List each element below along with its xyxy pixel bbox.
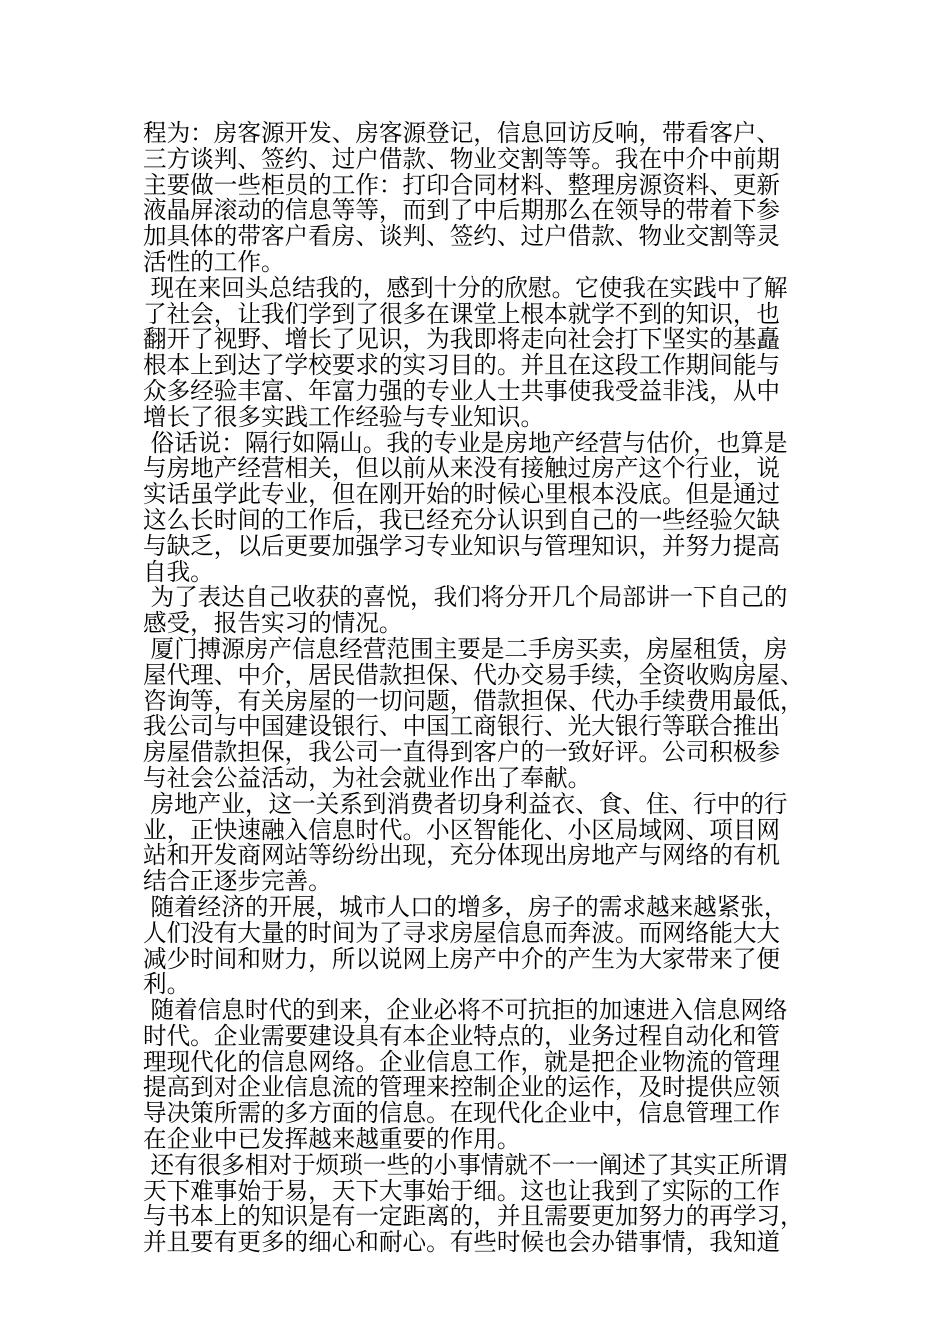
text-line: 导决策所需的多方面的信息。在现代化企业中，信息管理工作 [143,1099,781,1128]
text-line: 利。 [143,970,191,999]
text-line: 厦门搏源房产信息经营范围主要是二手房买卖，房屋租赁，房 [143,634,788,663]
text-line: 为了表达自己收获的喜悦，我们将分开几个局部讲一下自己的 [143,583,788,612]
text-line: 程为：房客源开发、房客源登记，信息回访反响，带看客户、 [143,119,781,147]
text-line: 并且要有更多的细心和耐心。有些时候也会办错事情，我知道 [143,1228,781,1257]
text-line: 增长了很多实践工作经验与专业知识。 [143,402,545,431]
text-line: 众多经验丰富、年富力强的专业人士共事使我受益非浅，从中 [143,376,781,405]
text-line: 咨询等，有关房屋的一切问题，借款担保、代办手续费用最低， [143,686,804,715]
body-text [143,121,823,1256]
text-line: 与房地产经营相关，但以前从来没有接触过房产这个行业，说 [143,454,781,483]
text-line: 我公司与中国建设银行、中国工商银行、光大银行等联合推出 [143,712,781,741]
text-line: 自我。 [143,557,214,586]
text-line: 随着信息时代的到来，企业必将不可抗拒的加速进入信息网络 [143,996,788,1025]
text-line: 液晶屏滚动的信息等等，而到了中后期那么在领导的带着下参 [143,196,781,225]
text-line: 结合正逐步完善。 [143,867,332,896]
text-line: 了社会，让我们学到了很多在课堂上根本就学不到的知识，也 [143,299,781,328]
text-line: 感受，报告实习的情况。 [143,609,403,638]
text-line: 天下难事始于易，天下大事始于细。这也让我到了实际的工作 [143,1176,781,1205]
text-line: 实话虽学此专业，但在刚开始的时候心里根本没底。但是通过 [143,480,781,509]
text-line: 站和开发商网站等纷纷出现，充分体现出房地产与网络的有机 [143,841,781,870]
text-line: 这么长时间的工作后，我已经充分认识到自己的一些经验欠缺 [143,505,781,534]
text-line: 还有很多相对于烦琐一些的小事情就不一一阐述了其实正所谓 [143,1150,788,1179]
text-line: 加具体的带客户看房、谈判、签约、过户借款、物业交割等灵 [143,222,781,251]
text-line: 提高到对企业信息流的管理来控制企业的运作，及时提供应领 [143,1073,781,1102]
text-line: 与社会公益活动，为社会就业作出了奉献。 [143,763,592,792]
text-line: 房地产业，这一关系到消费者切身利益衣、食、住、行中的行 [143,789,788,818]
text-line: 主要做一些柜员的工作：打印合同材料、整理房源资料、更新 [143,170,781,199]
text-line: 屋代理、中介，居民借款担保、代办交易手续，全资收购房屋、 [143,660,804,689]
text-line: 翻开了视野、增长了见识，为我即将走向社会打下坚实的基矗 [143,325,781,354]
text-line: 随着经济的开展，城市人口的增多，房子的需求越来越紧张， [143,892,788,921]
text-line: 时代。企业需要建设具有本企业特点的，业务过程自动化和管 [143,1021,781,1050]
text-line: 人们没有大量的时间为了寻求房屋信息而奔波。而网络能大大 [143,918,781,947]
text-line: 理现代化的信息网络。企业信息工作，就是把企业物流的管理 [143,1047,781,1076]
text-line: 与书本上的知识是有一定距离的，并且需要更加努力的再学习， [143,1202,804,1231]
text-line: 减少时间和财力，所以说网上房产中介的产生为大家带来了便 [143,944,781,973]
text-line: 业，正快速融入信息时代。小区智能化、小区局域网、项目网 [143,815,781,844]
text-line: 与缺乏，以后更要加强学习专业知识与管理知识，并努力提高 [143,531,781,560]
text-line: 在企业中已发挥越来越重要的作用。 [143,1125,521,1154]
text-line: 根本上到达了学校要求的实习目的。并且在这段工作期间能与 [143,351,781,380]
text-line: 现在来回头总结我的，感到十分的欣慰。它使我在实践中了解 [143,273,788,302]
text-line: 活性的工作。 [143,247,285,276]
text-line: 三方谈判、签约、过户借款、物业交割等等。我在中介中前期 [143,144,781,173]
text-line: 房屋借款担保，我公司一直得到客户的一致好评。公司积极参 [143,738,781,767]
text-line: 俗话说：隔行如隔山。我的专业是房地产经营与估价，也算是 [143,428,788,457]
